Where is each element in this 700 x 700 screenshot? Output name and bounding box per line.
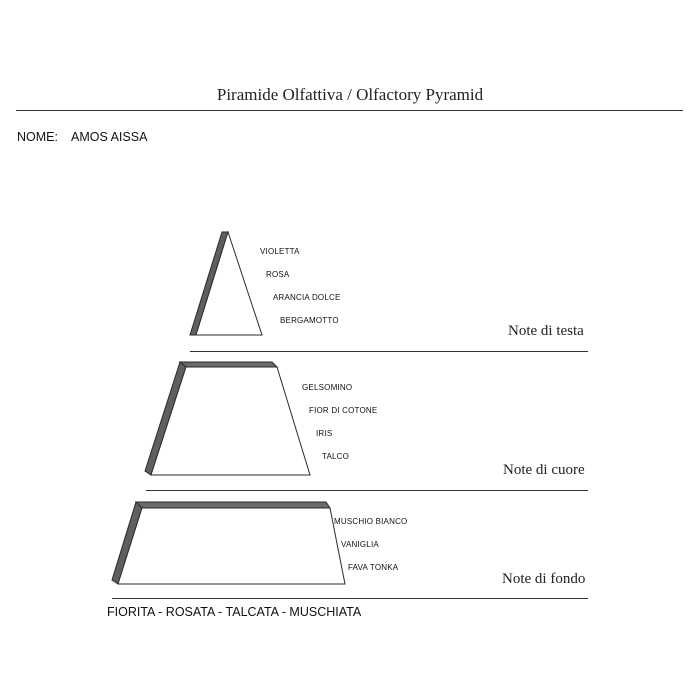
heart-notes-divider: [146, 490, 588, 491]
top-note-item: VIOLETTA: [260, 247, 300, 256]
top-notes-divider: [190, 351, 588, 352]
heart-note-item: FIOR DI COTONE: [309, 406, 378, 415]
top-notes-shape: [190, 232, 262, 335]
fragrance-family-summary: FIORITA - ROSATA - TALCATA - MUSCHIATA: [107, 605, 362, 619]
top-note-item: BERGAMOTTO: [280, 316, 339, 325]
heart-note-item: GELSOMINO: [302, 383, 353, 392]
name-label: NOME:: [17, 130, 58, 144]
base-note-item: FAVA TONKA: [348, 563, 399, 572]
base-notes-title: Note di fondo: [502, 571, 586, 587]
top-notes-title: Note di testa: [508, 323, 584, 339]
name-value: AMOS AISSA: [71, 130, 148, 144]
heart-note-item: IRIS: [316, 429, 333, 438]
top-note-item: ARANCIA DOLCE: [273, 293, 341, 302]
heart-notes-title: Note di cuore: [503, 462, 585, 478]
heart-note-item: TALCO: [322, 452, 350, 461]
heart-notes-shape: [145, 362, 310, 475]
base-notes-divider: [112, 598, 588, 599]
page-title: Piramide Olfattiva / Olfactory Pyramid: [216, 85, 484, 104]
base-note-item: MUSCHIO BIANCO: [334, 517, 408, 526]
base-note-item: VANIGLIA: [341, 540, 379, 549]
top-note-item: ROSA: [266, 270, 290, 279]
base-notes-shape: [112, 502, 345, 584]
